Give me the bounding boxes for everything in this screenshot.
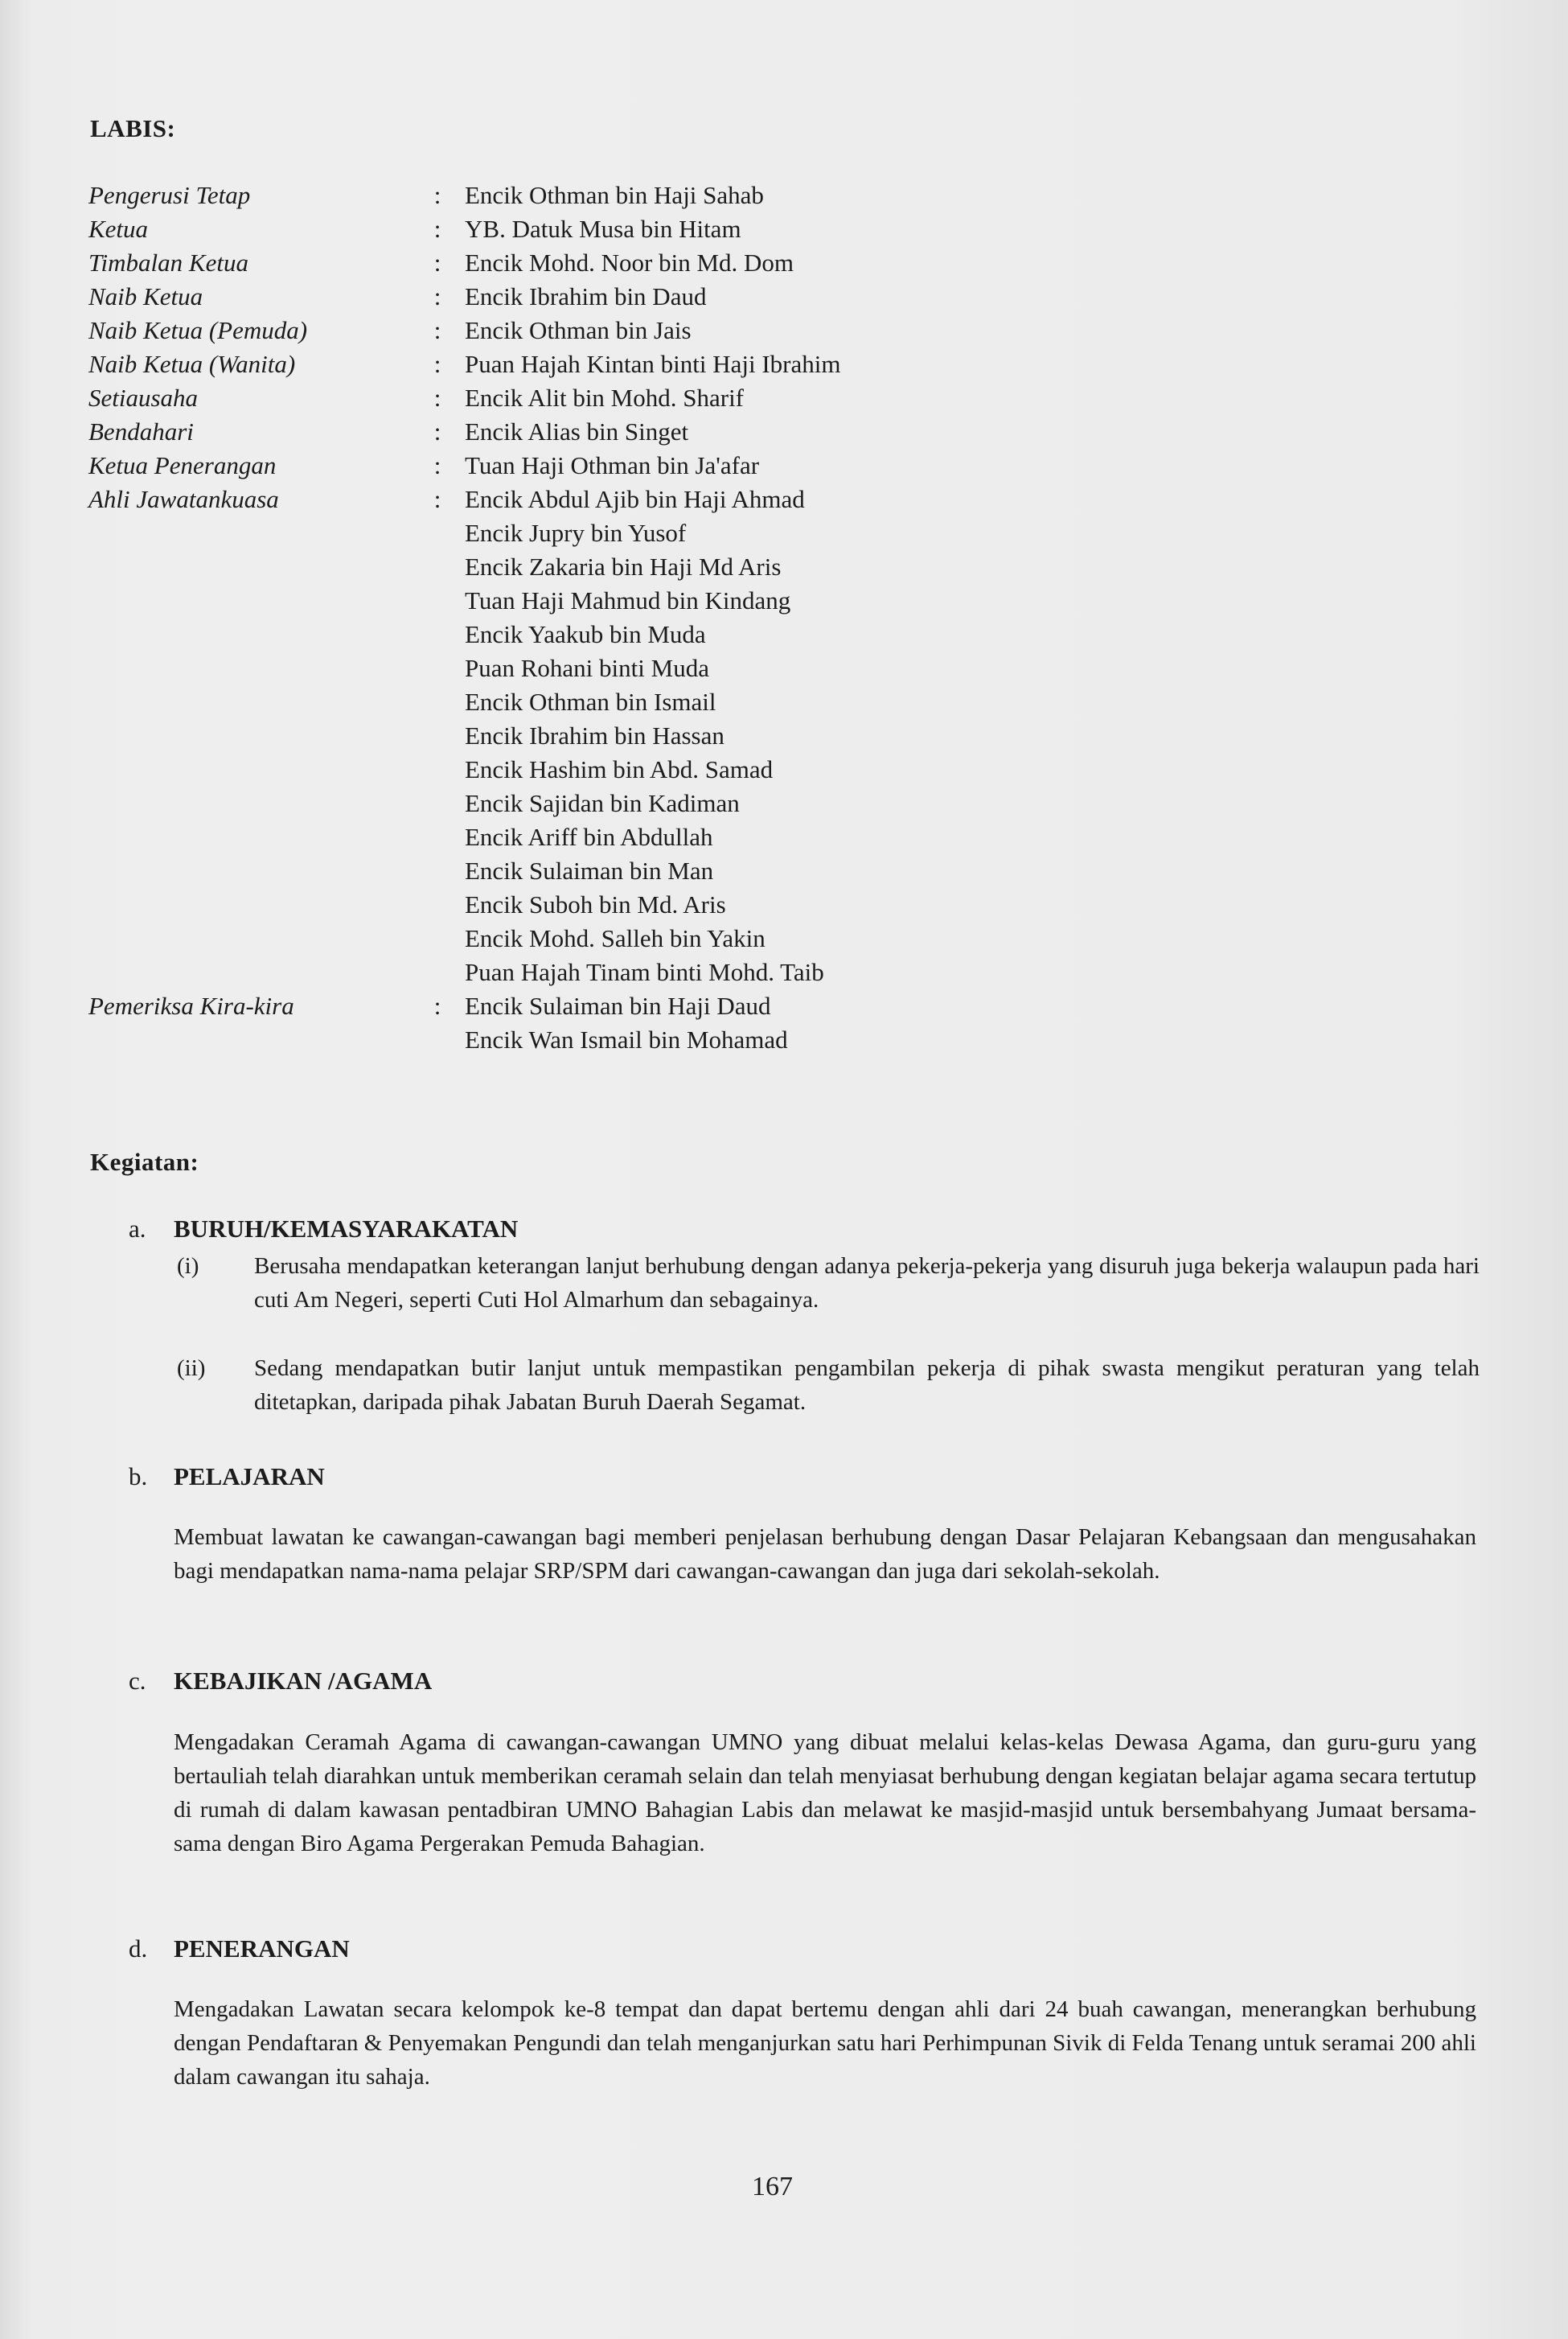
paragraph-penerangan: Mengadakan Lawatan secara kelompok ke-8 tempat dan dapat bertemu dengan ahli dari 24 buah cawangan, menerangkan berhubung dengan Pendaftaran & Penyemakan Pengundi dan telah menganjurkan satu hari Perhimpunan Sivik di Felda Tenang untuk seramai 200 ahli dalam cawangan itu sahaja.	[174, 1996, 1476, 2090]
committee-row	[88, 381, 1455, 415]
committee-name: Encik Jupry bin Yusof	[465, 519, 687, 547]
committee-row	[88, 989, 1455, 1023]
committee-colon: :	[433, 992, 441, 1020]
committee-role: Ketua	[88, 215, 149, 243]
committee-name: Encik Sajidan bin Kadiman	[465, 789, 740, 817]
committee-row	[88, 922, 1455, 956]
committee-name: Tuan Haji Othman bin Ja'afar	[465, 451, 760, 479]
heading-letter: b.	[129, 1462, 148, 1490]
committee-role: Pengerusi Tetap	[88, 181, 251, 209]
heading-letter: c.	[129, 1667, 146, 1695]
committee-row	[88, 820, 1455, 854]
committee-row	[88, 550, 1455, 584]
committee-colon: :	[433, 350, 441, 378]
heading-kebajikan	[129, 1667, 432, 1696]
committee-row	[88, 618, 1455, 652]
committee-list	[88, 179, 1455, 1057]
committee-colon: :	[433, 417, 441, 446]
committee-role: Naib Ketua (Pemuda)	[88, 316, 308, 344]
committee-row	[88, 483, 1455, 516]
page-number: 167	[752, 2172, 793, 2201]
committee-name: YB. Datuk Musa bin Hitam	[465, 215, 741, 243]
committee-colon: :	[433, 181, 441, 209]
heading-text: BURUH/KEMASYARAKATAN	[174, 1215, 519, 1243]
committee-row	[88, 652, 1455, 685]
heading-penerangan	[129, 1934, 350, 1963]
committee-name: Encik Alias bin Singet	[465, 417, 689, 446]
committee-role: Setiausaha	[88, 384, 199, 412]
committee-role: Naib Ketua	[88, 282, 203, 310]
list-item	[177, 1249, 1480, 1317]
committee-name: Encik Yaakub bin Muda	[465, 620, 706, 648]
committee-name: Encik Othman bin Ismail	[465, 688, 716, 716]
heading-text: PENERANGAN	[174, 1934, 350, 1963]
committee-name: Encik Ariff bin Abdullah	[465, 823, 713, 851]
committee-row	[88, 449, 1455, 483]
heading-pelajaran	[129, 1462, 325, 1491]
item-number: (ii)	[177, 1355, 206, 1381]
item-text: Berusaha mendapatkan keterangan lanjut berhubung dengan adanya pekerja-pekerja yang disuruh juga bekerja walaupun pada hari cuti Am Negeri, seperti Cuti Hol Almarhum dan sebagainya.	[254, 1253, 1480, 1313]
committee-colon: :	[433, 384, 441, 412]
committee-name: Encik Alit bin Mohd. Sharif	[465, 384, 745, 412]
committee-row	[88, 584, 1455, 618]
committee-name: Encik Sulaiman bin Man	[465, 857, 714, 885]
committee-row	[88, 415, 1455, 449]
committee-role: Naib Ketua (Wanita)	[88, 350, 296, 378]
heading-letter: a.	[129, 1215, 146, 1243]
committee-row	[88, 719, 1455, 753]
committee-row	[88, 179, 1455, 212]
committee-role: Timbalan Ketua	[88, 249, 248, 277]
paragraph-kebajikan: Mengadakan Ceramah Agama di cawangan-cawangan UMNO yang dibuat melalui kelas-kelas Dewasa Agama, dan guru-guru yang bertauliah telah diarahkan untuk memberikan ceramah selain dan telah menyiasat berhubung dengan kegiatan belajar agama secara tertutup di rumah di dalam kawasan pentadbiran UMNO Bahagian Labis dan melawat ke masjid-masjid untuk bersembahyang Jumaat bersama-sama dengan Biro Agama Pergerakan Pemuda Bahagian.	[174, 1729, 1476, 1856]
committee-row	[88, 516, 1455, 550]
committee-colon: :	[433, 249, 441, 277]
committee-row	[88, 280, 1455, 314]
committee-row	[88, 212, 1455, 246]
section-title-labis: LABIS:	[90, 114, 176, 142]
committee-row	[88, 854, 1455, 888]
committee-name: Encik Mohd. Noor bin Md. Dom	[465, 249, 794, 277]
list-item	[177, 1351, 1480, 1419]
committee-name: Puan Hajah Tinam binti Mohd. Taib	[465, 958, 824, 986]
activities-title: Kegiatan:	[90, 1148, 199, 1176]
committee-row	[88, 314, 1455, 347]
committee-row	[88, 888, 1455, 922]
committee-colon: :	[433, 316, 441, 344]
committee-colon: :	[433, 485, 441, 513]
item-number: (i)	[177, 1253, 199, 1279]
committee-name: Encik Sulaiman bin Haji Daud	[465, 992, 771, 1020]
committee-name: Tuan Haji Mahmud bin Kindang	[465, 586, 791, 615]
committee-colon: :	[433, 215, 441, 243]
paragraph-pelajaran: Membuat lawatan ke cawangan-cawangan bagi memberi penjelasan berhubung dengan Dasar Pelajaran Kebangsaan dan mengusahakan bagi mendapatkan nama-nama pelajar SRP/SPM dari cawangan-cawangan dan juga dari sekolah-sekolah.	[174, 1524, 1476, 1584]
committee-row	[88, 956, 1455, 989]
heading-text: KEBAJIKAN /AGAMA	[174, 1667, 433, 1695]
heading-text: PELAJARAN	[174, 1462, 325, 1490]
committee-row	[88, 246, 1455, 280]
committee-role: Bendahari	[88, 417, 194, 446]
committee-role: Ketua Penerangan	[88, 451, 277, 479]
committee-name: Puan Rohani binti Muda	[465, 654, 709, 682]
committee-row	[88, 1023, 1455, 1057]
committee-colon: :	[433, 451, 441, 479]
committee-role: Ahli Jawatankuasa	[88, 485, 279, 513]
heading-buruh	[129, 1215, 518, 1243]
item-text: Sedang mendapatkan butir lanjut untuk mempastikan pengambilan pekerja di pihak swasta mengikut peraturan yang telah ditetapkan, daripada pihak Jabatan Buruh Daerah Segamat.	[254, 1355, 1480, 1415]
heading-letter: d.	[129, 1934, 148, 1963]
committee-name: Encik Wan Ismail bin Mohamad	[465, 1026, 788, 1054]
committee-name: Encik Othman bin Haji Sahab	[465, 181, 764, 209]
committee-row	[88, 685, 1455, 719]
committee-row	[88, 347, 1455, 381]
committee-name: Encik Abdul Ajib bin Haji Ahmad	[465, 485, 805, 513]
committee-name: Encik Zakaria bin Haji Md Aris	[465, 553, 782, 581]
committee-name: Puan Hajah Kintan binti Haji Ibrahim	[465, 350, 841, 378]
committee-name: Encik Ibrahim bin Daud	[465, 282, 707, 310]
committee-colon: :	[433, 282, 441, 310]
committee-name: Encik Mohd. Salleh bin Yakin	[465, 924, 766, 952]
committee-name: Encik Ibrahim bin Hassan	[465, 721, 724, 750]
committee-name: Encik Hashim bin Abd. Samad	[465, 755, 774, 783]
committee-row	[88, 753, 1455, 787]
committee-name: Encik Suboh bin Md. Aris	[465, 890, 726, 919]
committee-name: Encik Othman bin Jais	[465, 316, 692, 344]
committee-row	[88, 787, 1455, 820]
committee-role: Pemeriksa Kira-kira	[88, 992, 294, 1020]
